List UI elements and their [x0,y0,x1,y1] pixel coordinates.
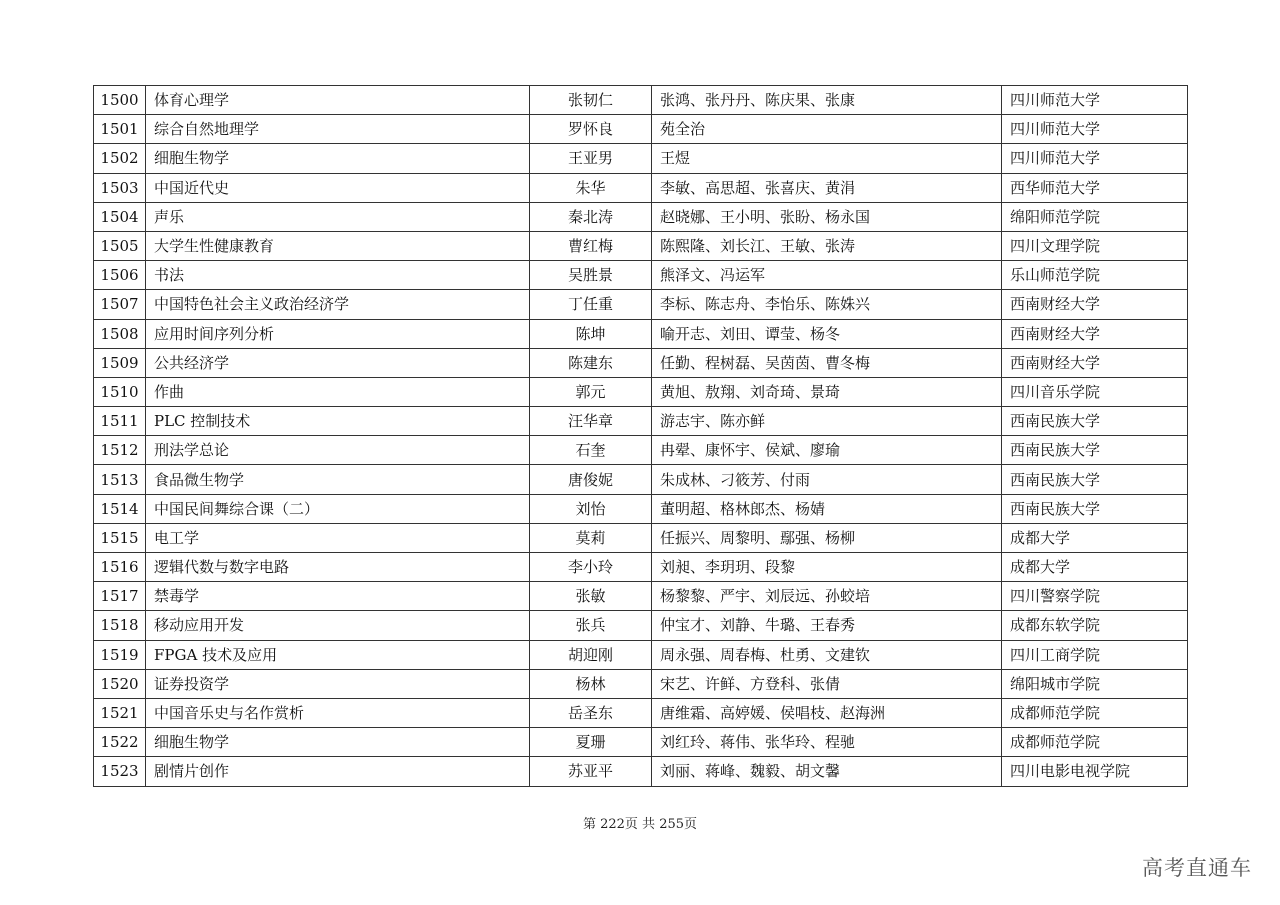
cell-course-name: PLC 控制技术 [146,407,530,436]
table-row [94,611,1188,640]
cell-number: 1520 [94,669,146,698]
cell-school: 绵阳师范学院 [1002,202,1188,231]
table-row [94,144,1188,173]
cell-team-members: 董明超、格林郎杰、杨婧 [652,494,1002,523]
cell-course-lead: 汪华章 [530,407,652,436]
cell-course-name: 移动应用开发 [146,611,530,640]
cell-course-lead: 张兵 [530,611,652,640]
table-row [94,202,1188,231]
cell-course-lead: 秦北涛 [530,202,652,231]
cell-course-lead: 杨林 [530,669,652,698]
cell-team-members: 李标、陈志舟、李怡乐、陈姝兴 [652,290,1002,319]
table-row [94,290,1188,319]
cell-school: 四川电影电视学院 [1002,757,1188,786]
cell-team-members: 刘丽、蒋峰、魏毅、胡文馨 [652,757,1002,786]
cell-school: 西华师范大学 [1002,173,1188,202]
table-row [94,86,1188,115]
cell-course-name: 中国民间舞综合课（二） [146,494,530,523]
cell-school: 成都师范学院 [1002,728,1188,757]
cell-team-members: 黄旭、敖翔、刘奇琦、景琦 [652,377,1002,406]
cell-team-members: 赵晓娜、王小明、张盼、杨永国 [652,202,1002,231]
cell-number: 1514 [94,494,146,523]
cell-team-members: 宋艺、许鲜、方登科、张倩 [652,669,1002,698]
table-row [94,523,1188,552]
cell-course-lead: 夏珊 [530,728,652,757]
cell-course-lead: 郭元 [530,377,652,406]
cell-number: 1500 [94,86,146,115]
cell-course-name: 书法 [146,261,530,290]
cell-number: 1504 [94,202,146,231]
cell-course-lead: 罗怀良 [530,115,652,144]
cell-school: 四川文理学院 [1002,231,1188,260]
cell-team-members: 唐维霜、高婷媛、侯唱枝、赵海洲 [652,698,1002,727]
table-row [94,115,1188,144]
cell-team-members: 周永强、周春梅、杜勇、文建钦 [652,640,1002,669]
cell-school: 绵阳城市学院 [1002,669,1188,698]
cell-course-lead: 张敏 [530,582,652,611]
table-row [94,669,1188,698]
cell-number: 1506 [94,261,146,290]
cell-course-lead: 曹红梅 [530,231,652,260]
cell-school: 四川师范大学 [1002,144,1188,173]
cell-course-name: 剧情片创作 [146,757,530,786]
table-row [94,465,1188,494]
course-table-container [93,85,1187,787]
table-row [94,319,1188,348]
cell-course-lead: 吴胜景 [530,261,652,290]
cell-number: 1515 [94,523,146,552]
cell-team-members: 喻开志、刘田、谭莹、杨冬 [652,319,1002,348]
cell-school: 成都东软学院 [1002,611,1188,640]
cell-number: 1501 [94,115,146,144]
cell-school: 成都大学 [1002,553,1188,582]
cell-number: 1522 [94,728,146,757]
table-row [94,407,1188,436]
table-row [94,348,1188,377]
cell-team-members: 李敏、高思超、张喜庆、黄涓 [652,173,1002,202]
cell-team-members: 游志宇、陈亦鲜 [652,407,1002,436]
cell-school: 西南民族大学 [1002,407,1188,436]
cell-school: 四川警察学院 [1002,582,1188,611]
cell-number: 1509 [94,348,146,377]
cell-team-members: 朱成林、刁筱芳、付雨 [652,465,1002,494]
cell-course-name: 作曲 [146,377,530,406]
cell-school: 西南财经大学 [1002,319,1188,348]
cell-number: 1523 [94,757,146,786]
cell-course-lead: 刘怡 [530,494,652,523]
table-row [94,231,1188,260]
table-row [94,173,1188,202]
cell-number: 1507 [94,290,146,319]
cell-school: 西南民族大学 [1002,465,1188,494]
cell-course-name: 应用时间序列分析 [146,319,530,348]
page-number: 第 222页 共 255页 [582,817,698,832]
cell-course-name: 中国音乐史与名作赏析 [146,698,530,727]
cell-course-name: 细胞生物学 [146,144,530,173]
cell-school: 成都师范学院 [1002,698,1188,727]
cell-course-name: 中国近代史 [146,173,530,202]
cell-course-name: 声乐 [146,202,530,231]
cell-school: 成都大学 [1002,523,1188,552]
cell-number: 1513 [94,465,146,494]
cell-course-lead: 苏亚平 [530,757,652,786]
cell-course-name: 中国特色社会主义政治经济学 [146,290,530,319]
cell-number: 1521 [94,698,146,727]
cell-number: 1517 [94,582,146,611]
cell-course-lead: 王亚男 [530,144,652,173]
cell-team-members: 杨黎黎、严宇、刘辰远、孙蛟培 [652,582,1002,611]
cell-team-members: 仲宝才、刘静、牛璐、王春秀 [652,611,1002,640]
cell-team-members: 任振兴、周黎明、鄢强、杨柳 [652,523,1002,552]
cell-course-name: 证券投资学 [146,669,530,698]
cell-course-name: 细胞生物学 [146,728,530,757]
table-row [94,698,1188,727]
cell-school: 四川师范大学 [1002,115,1188,144]
cell-course-lead: 陈坤 [530,319,652,348]
table-row [94,553,1188,582]
cell-course-name: 体育心理学 [146,86,530,115]
cell-course-lead: 丁任重 [530,290,652,319]
cell-number: 1519 [94,640,146,669]
cell-course-name: 大学生性健康教育 [146,231,530,260]
cell-course-name: 公共经济学 [146,348,530,377]
cell-number: 1503 [94,173,146,202]
cell-number: 1510 [94,377,146,406]
cell-school: 西南民族大学 [1002,436,1188,465]
cell-course-lead: 陈建东 [530,348,652,377]
table-row [94,640,1188,669]
cell-course-lead: 胡迎刚 [530,640,652,669]
cell-school: 乐山师范学院 [1002,261,1188,290]
table-row [94,436,1188,465]
table-body [94,86,1188,787]
course-table [93,85,1188,787]
cell-school: 西南财经大学 [1002,290,1188,319]
table-row [94,757,1188,786]
watermark-logo-text: 高考直通车 [1142,856,1252,880]
cell-school: 四川音乐学院 [1002,377,1188,406]
cell-team-members: 冉翚、康怀宇、侯斌、廖瑜 [652,436,1002,465]
cell-team-members: 王煜 [652,144,1002,173]
cell-school: 西南财经大学 [1002,348,1188,377]
cell-school: 四川师范大学 [1002,86,1188,115]
cell-team-members: 熊泽文、冯运军 [652,261,1002,290]
cell-course-lead: 岳圣东 [530,698,652,727]
cell-course-name: 食品微生物学 [146,465,530,494]
cell-course-name: 逻辑代数与数字电路 [146,553,530,582]
cell-course-name: 禁毒学 [146,582,530,611]
cell-team-members: 刘昶、李玥玥、段黎 [652,553,1002,582]
cell-team-members: 任勤、程树磊、吴茵茵、曹冬梅 [652,348,1002,377]
table-row [94,494,1188,523]
table-row [94,582,1188,611]
table-row [94,261,1188,290]
cell-team-members: 苑全治 [652,115,1002,144]
cell-course-lead: 张韧仁 [530,86,652,115]
table-row [94,377,1188,406]
cell-number: 1505 [94,231,146,260]
cell-course-lead: 朱华 [530,173,652,202]
cell-school: 四川工商学院 [1002,640,1188,669]
table-row [94,728,1188,757]
cell-team-members: 陈熙隆、刘长江、王敏、张涛 [652,231,1002,260]
cell-school: 西南民族大学 [1002,494,1188,523]
cell-course-lead: 唐俊妮 [530,465,652,494]
cell-number: 1516 [94,553,146,582]
cell-team-members: 张鸿、张丹丹、陈庆果、张康 [652,86,1002,115]
cell-course-name: FPGA 技术及应用 [146,640,530,669]
cell-course-lead: 石奎 [530,436,652,465]
cell-course-name: 电工学 [146,523,530,552]
cell-number: 1512 [94,436,146,465]
cell-number: 1502 [94,144,146,173]
cell-team-members: 刘红玲、蒋伟、张华玲、程驰 [652,728,1002,757]
cell-course-lead: 李小玲 [530,553,652,582]
cell-number: 1508 [94,319,146,348]
cell-course-lead: 莫莉 [530,523,652,552]
cell-course-name: 刑法学总论 [146,436,530,465]
cell-number: 1511 [94,407,146,436]
cell-number: 1518 [94,611,146,640]
cell-course-name: 综合自然地理学 [146,115,530,144]
